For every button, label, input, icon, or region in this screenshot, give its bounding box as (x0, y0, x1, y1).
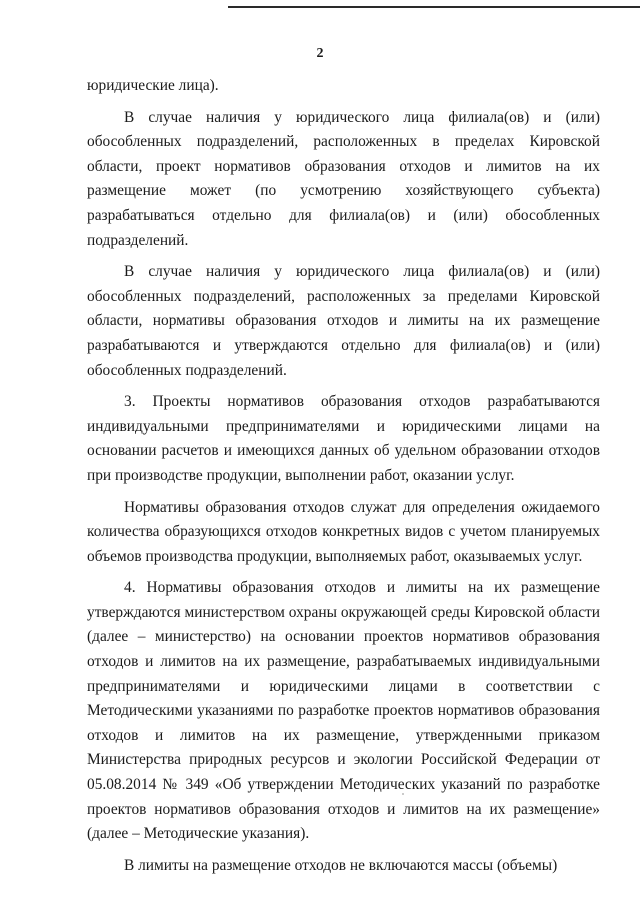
paragraph-7: В лимиты на размещение отходов не включаются массы (объемы) (124, 856, 558, 874)
paragraph-6: 4. Нормативы образования отходов и лимиты на их размещение утверждаются министерством охраны окружающей среды Кировской области (далее – министерство) на основании проектов нормативов образования отходов и лимитов на их размещение, разрабатываемых индивидуальными предпринимателями и юридическими лицами в соответствии с Методическими указаниями по разработке проектов нормативов образования отходов и лимитов на их размещение, утвержденными приказом Министерства природных ресурсов и экологии Российской Федерации от 05.08.2014 № 349 «Об утверждении Методических указаний по разработке проектов нормативов образования отходов и лимитов на их размещение» (далее – Методические указания). (87, 579, 600, 843)
page-number: 2 (316, 46, 324, 61)
scan-speck (402, 793, 404, 795)
paragraph-4: 3. Проекты нормативов образования отходов разрабатываются индивидуальными предпринимателями и юридическими лицами на основании расчетов и имеющихся данных об удельном образовании отходов при производстве продукции, выполнении работ, оказании услуг. (87, 393, 600, 484)
paragraph-1: юридические лица). (87, 77, 219, 94)
paragraph-2: В случае наличия у юридического лица филиала(ов) и (или) обособленных подразделений, расположенных в пределах Кировской области, проект нормативов образования отходов и лимитов на их размещение может (по усмотрению хозяйствующего субъекта) разрабатываться отдельно для филиала(ов) и (или) обособленных подразделений. (87, 108, 600, 249)
paragraph-3: В случае наличия у юридического лица филиала(ов) и (или) обособленных подразделений, расположенных за пределами Кировской области, нормативы образования отходов и лимиты на их размещение разрабатываются и утверждаются отдельно для филиала(ов) и (или) обособленных подразделений. (87, 263, 600, 379)
paragraph-5: Нормативы образования отходов служат для определения ожидаемого количества образующихся отходов конкретных видов с учетом планируемых объемов производства продукции, выполняемых работ, оказываемых услуг. (87, 498, 600, 565)
document-body (87, 74, 600, 878)
top-rule (228, 6, 640, 8)
